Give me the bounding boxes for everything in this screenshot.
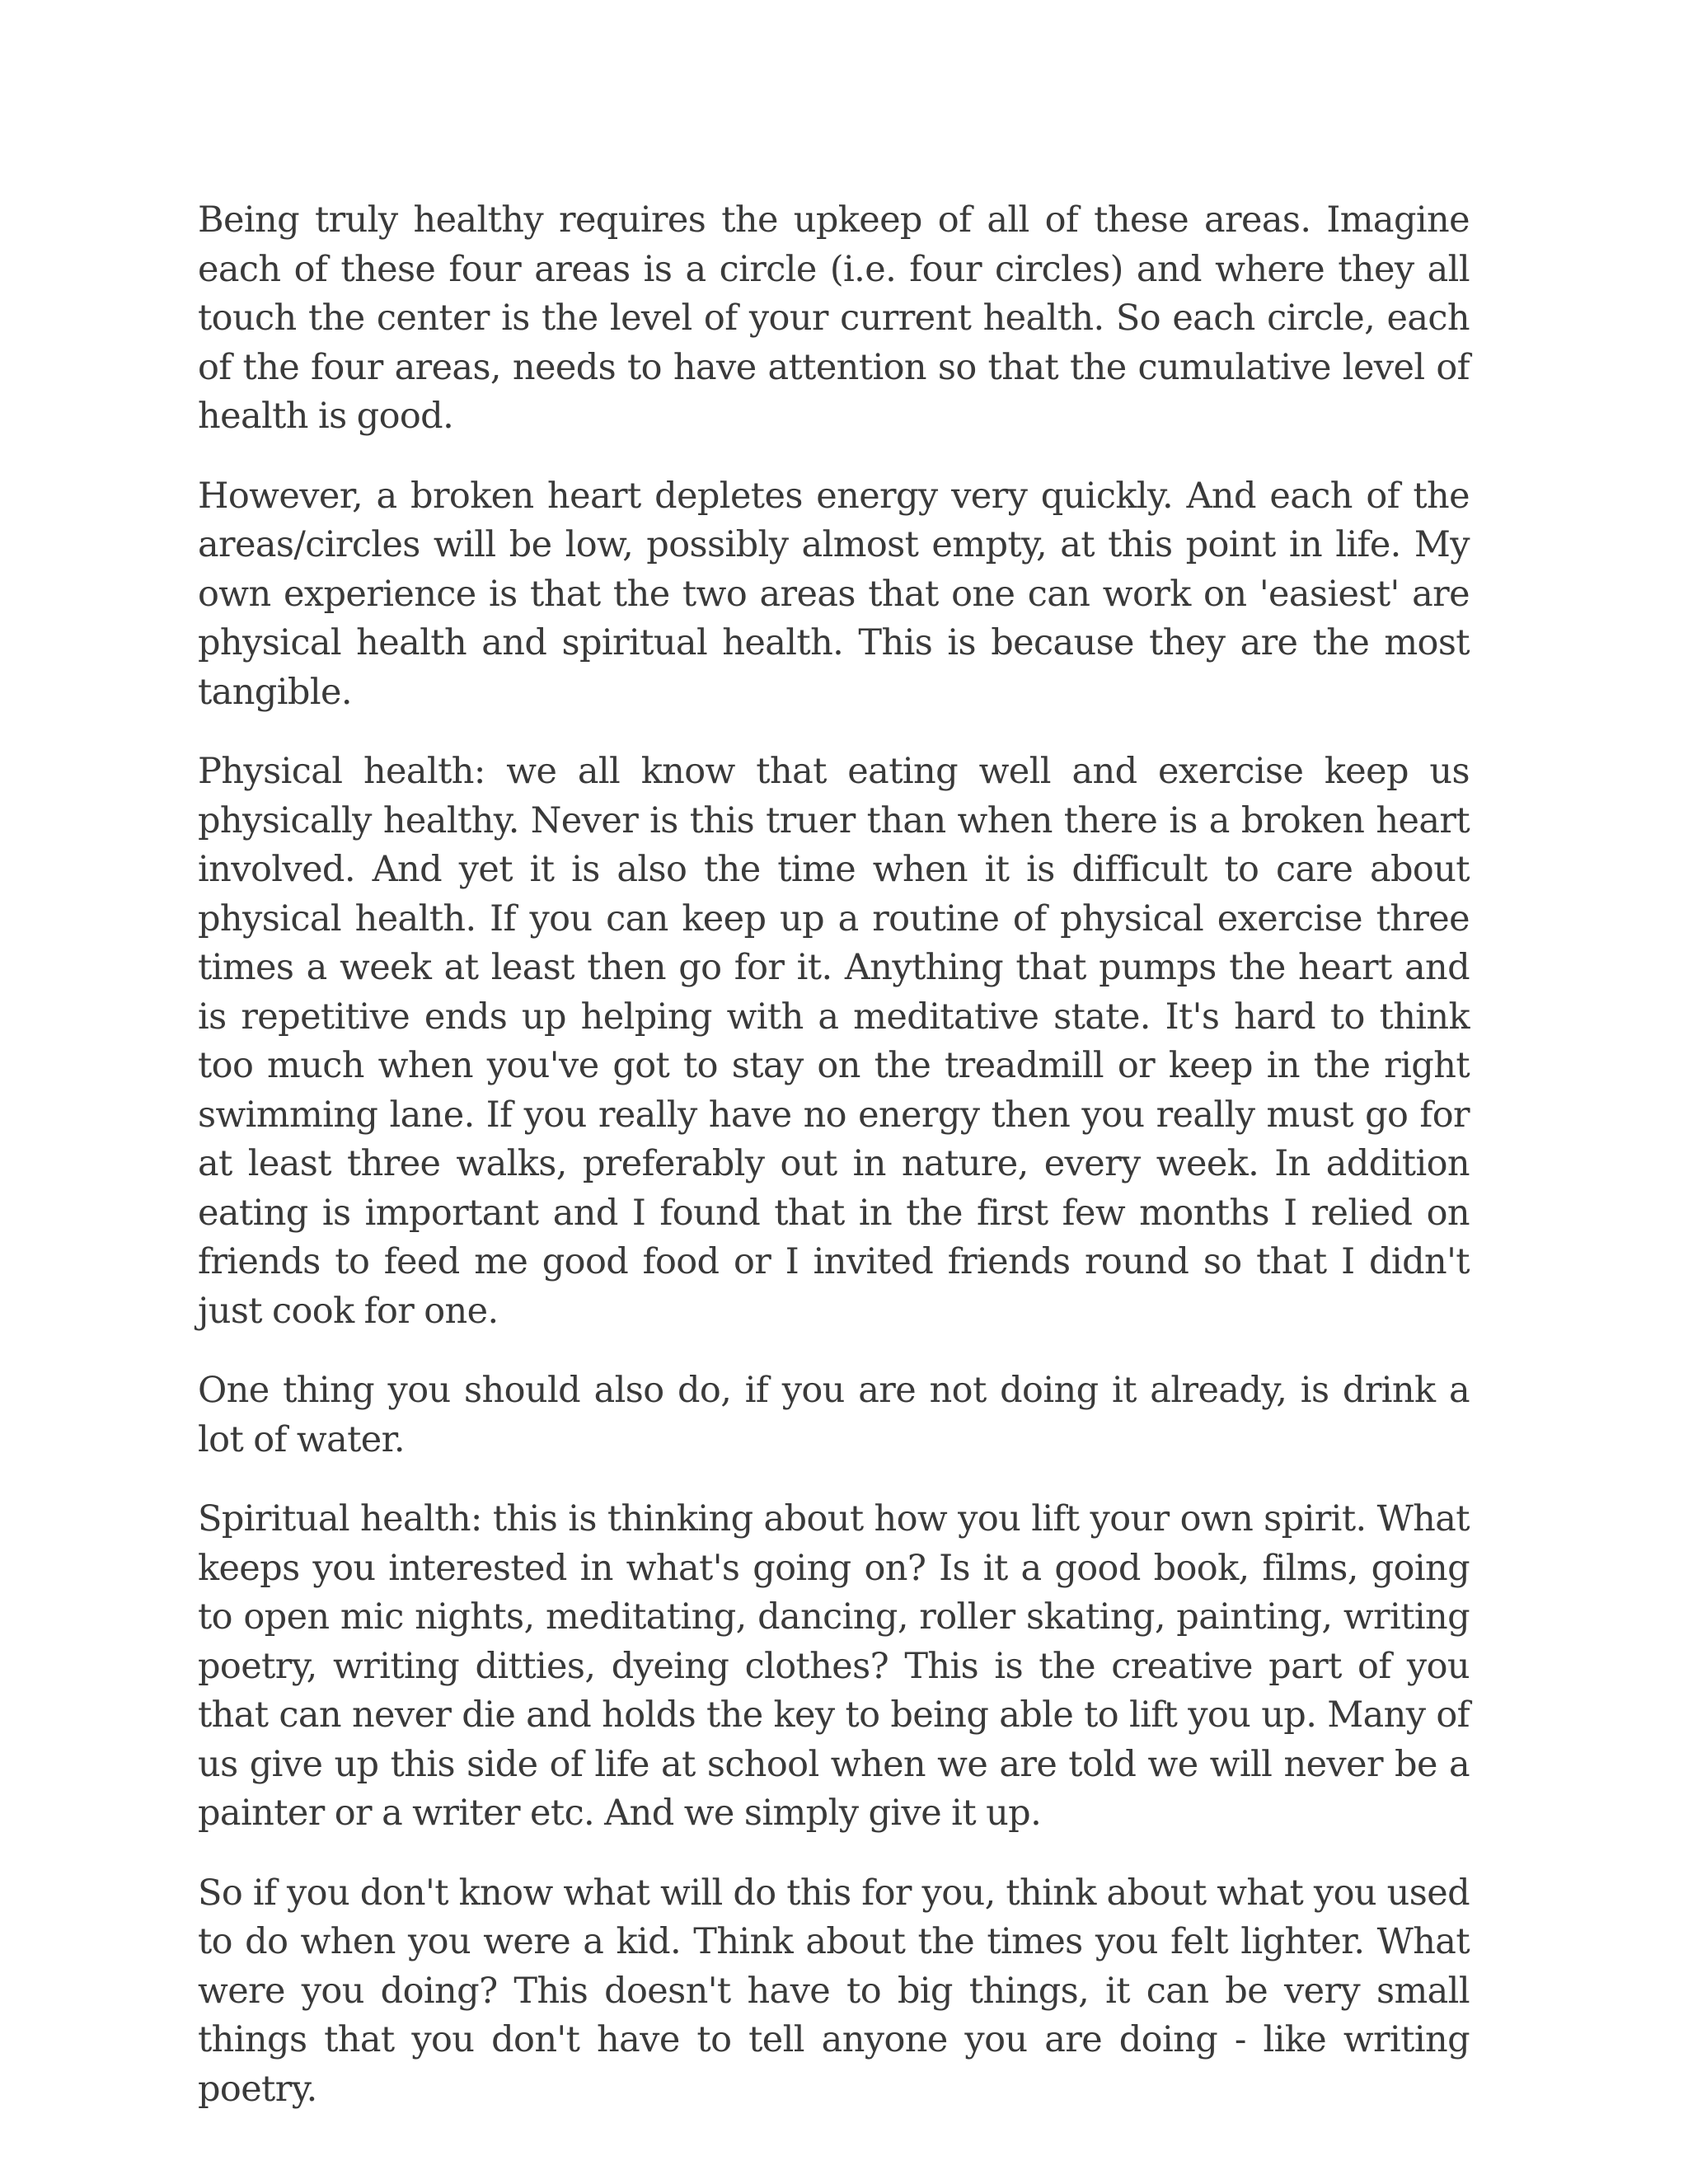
paragraph-spiritual-health: Spiritual health: this is thinking about how you lift your own spirit. What keeps you interested in what's going on? Is it a good book, films, going to open mic nights, meditating, dancing, roller skating, painting, writing poetry, writing ditties, dyeing clothes? This is the creative part of you that can never die and holds the key to being able to lift you up. Many of us give up this side of life at school when we are told we will never be a painter or a writer etc. And we simply give it up.: [198, 1498, 1470, 1834]
paragraph-childhood: So if you don't know what will do this for you, think about what you used to do when you were a kid. Think about the times you felt lighter. What were you doing? This doesn't have to big things, it can be very small things that you don't have to tell anyone you are doing - like writing poetry.: [198, 1872, 1470, 2110]
body-text: [198, 196, 1470, 2144]
paragraph-broken-heart: However, a broken heart depletes energy very quickly. And each of the areas/circles will be low, possibly almost empty, at this point in life. My own experience is that the two areas that one can work on 'easiest' are physical health and spiritual health. This is because they are the most tangible.: [198, 475, 1470, 713]
paragraph-drink-water: One thing you should also do, if you are not doing it already, is drink a lot of water.: [198, 1370, 1470, 1460]
paragraph-health-circles: Being truly healthy requires the upkeep of all of these areas. Imagine each of these four areas is a circle (i.e. four circles) and where they all touch the center is the level of your current health. So each circle, each of the four areas, needs to have attention so that the cumulative level of health is good.: [198, 199, 1470, 437]
paragraph-physical-health: Physical health: we all know that eating well and exercise keep us physically healthy. Never is this truer than when there is a broken heart involved. And yet it is also the time when it is difficult to care about physical health. If you can keep up a routine of physical exercise three times a week at least then go for it. Anything that pumps the heart and is repetitive ends up helping with a meditative state. It's hard to think too much when you've got to stay on the treadmill or keep in the right swimming lane. If you really have no energy then you really must go for at least three walks, preferably out in nature, every week. In addition eating is important and I found that in the first few months I relied on friends to feed me good food or I invited friends round so that I didn't just cook for one.: [198, 751, 1470, 1332]
